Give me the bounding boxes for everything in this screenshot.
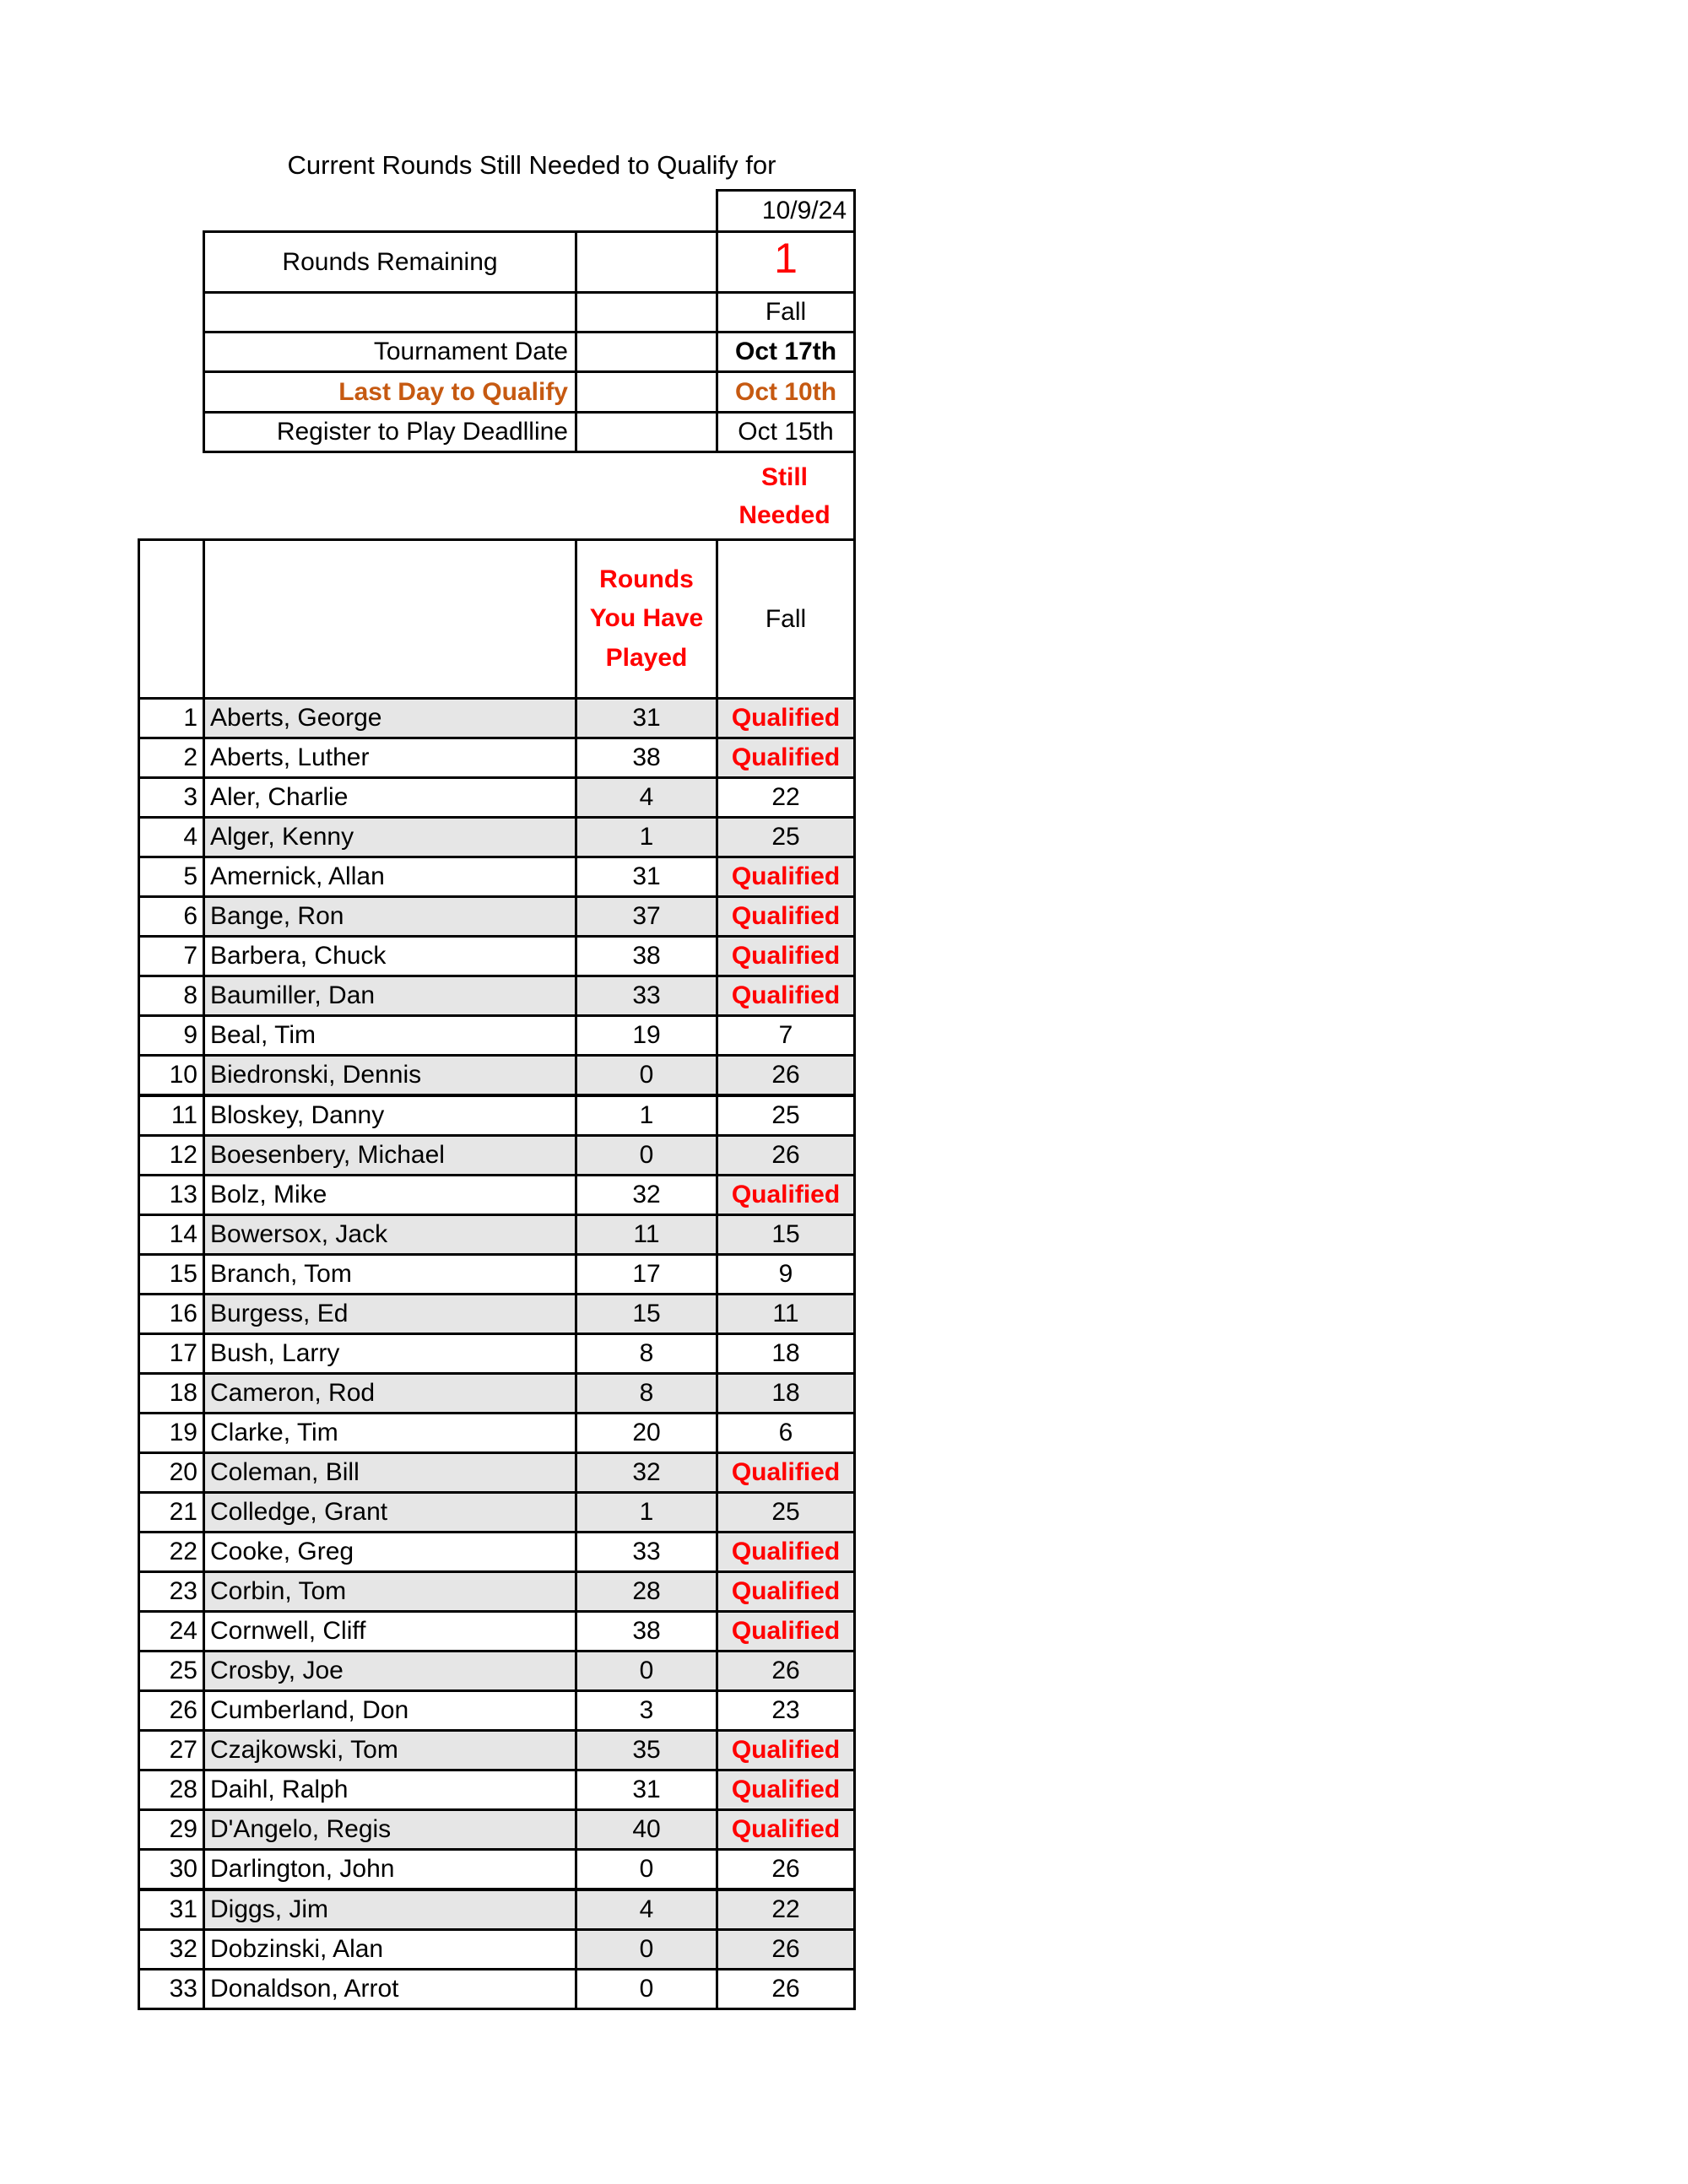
rounds-still-needed: Qualified bbox=[716, 1769, 856, 1811]
rounds-played: 8 bbox=[575, 1333, 718, 1375]
blank-cell bbox=[575, 411, 718, 453]
player-name: Daihl, Ralph bbox=[203, 1769, 577, 1811]
rounds-still-needed: Qualified bbox=[716, 975, 856, 1017]
player-name: Bolz, Mike bbox=[203, 1174, 577, 1216]
rounds-played: 0 bbox=[575, 1928, 718, 1970]
rounds-played: 1 bbox=[575, 816, 718, 858]
rounds-played: 1 bbox=[575, 1491, 718, 1533]
rounds-played: 0 bbox=[575, 1134, 718, 1176]
player-name: Corbin, Tom bbox=[203, 1570, 577, 1613]
rounds-played: 38 bbox=[575, 935, 718, 977]
rounds-still-needed: 11 bbox=[716, 1293, 856, 1335]
rounds-played: 4 bbox=[575, 1889, 718, 1931]
rounds-still-needed: Qualified bbox=[716, 1808, 856, 1851]
player-name: Bloskey, Danny bbox=[203, 1095, 577, 1137]
player-name: Colledge, Grant bbox=[203, 1491, 577, 1533]
rounds-played: 38 bbox=[575, 737, 718, 779]
rounds-played: 28 bbox=[575, 1570, 718, 1613]
blank-cell bbox=[575, 291, 718, 333]
player-name: Czajkowski, Tom bbox=[203, 1729, 577, 1771]
rounds-played: 1 bbox=[575, 1095, 718, 1137]
rounds-played: 37 bbox=[575, 895, 718, 938]
row-number: 19 bbox=[138, 1412, 205, 1454]
row-number: 23 bbox=[138, 1570, 205, 1613]
rounds-still-needed: 26 bbox=[716, 1134, 856, 1176]
register-deadline-label: Register to Play Deadlline bbox=[203, 411, 577, 453]
rounds-played: 31 bbox=[575, 1769, 718, 1811]
row-number: 32 bbox=[138, 1928, 205, 1970]
rounds-still-needed: 25 bbox=[716, 816, 856, 858]
blank-cell bbox=[575, 370, 718, 414]
rounds-played: 33 bbox=[575, 975, 718, 1017]
player-name: Clarke, Tim bbox=[203, 1412, 577, 1454]
rounds-still-needed: 18 bbox=[716, 1333, 856, 1375]
rounds-still-needed: Qualified bbox=[716, 1531, 856, 1573]
row-number: 21 bbox=[138, 1491, 205, 1533]
rounds-played: 31 bbox=[575, 697, 718, 739]
rounds-played: 32 bbox=[575, 1451, 718, 1494]
player-name: Cornwell, Cliff bbox=[203, 1610, 577, 1652]
player-name: Cumberland, Don bbox=[203, 1689, 577, 1732]
row-number: 6 bbox=[138, 895, 205, 938]
player-name: Diggs, Jim bbox=[203, 1889, 577, 1931]
row-number: 25 bbox=[138, 1650, 205, 1692]
player-name: Aberts, Luther bbox=[203, 737, 577, 779]
rounds-still-needed: Qualified bbox=[716, 856, 856, 898]
player-name: Dobzinski, Alan bbox=[203, 1928, 577, 1970]
player-name: Beal, Tim bbox=[203, 1014, 577, 1057]
rounds-still-needed: Qualified bbox=[716, 895, 856, 938]
player-name: Bush, Larry bbox=[203, 1333, 577, 1375]
row-number: 14 bbox=[138, 1214, 205, 1256]
rounds-still-needed: Qualified bbox=[716, 1451, 856, 1494]
rounds-played: 0 bbox=[575, 1650, 718, 1692]
row-number: 29 bbox=[138, 1808, 205, 1851]
row-number: 20 bbox=[138, 1451, 205, 1494]
player-name: Coleman, Bill bbox=[203, 1451, 577, 1494]
rounds-played: 15 bbox=[575, 1293, 718, 1335]
row-number: 22 bbox=[138, 1531, 205, 1573]
row-number: 15 bbox=[138, 1253, 205, 1295]
player-name: D'Angelo, Regis bbox=[203, 1808, 577, 1851]
player-name: Darlington, John bbox=[203, 1848, 577, 1890]
player-name: Alger, Kenny bbox=[203, 816, 577, 858]
rounds-still-needed: 6 bbox=[716, 1412, 856, 1454]
rounds-still-needed: 23 bbox=[716, 1689, 856, 1732]
player-name: Aler, Charlie bbox=[203, 776, 577, 819]
rounds-played: 20 bbox=[575, 1412, 718, 1454]
header-fall: Fall bbox=[716, 538, 856, 700]
rounds-still-needed: 26 bbox=[716, 1928, 856, 1970]
player-name: Cameron, Rod bbox=[203, 1372, 577, 1414]
row-number: 10 bbox=[138, 1054, 205, 1096]
row-number: 16 bbox=[138, 1293, 205, 1335]
row-number: 8 bbox=[138, 975, 205, 1017]
row-number: 17 bbox=[138, 1333, 205, 1375]
player-name: Barbera, Chuck bbox=[203, 935, 577, 977]
player-name: Amernick, Allan bbox=[203, 856, 577, 898]
row-number: 31 bbox=[138, 1889, 205, 1931]
row-number: 18 bbox=[138, 1372, 205, 1414]
register-deadline-value: Oct 15th bbox=[716, 411, 856, 453]
rounds-still-needed: Qualified bbox=[716, 1174, 856, 1216]
player-name: Branch, Tom bbox=[203, 1253, 577, 1295]
rounds-still-needed: 26 bbox=[716, 1848, 856, 1890]
rounds-played: 11 bbox=[575, 1214, 718, 1256]
player-name: Bowersox, Jack bbox=[203, 1214, 577, 1256]
blank-cell bbox=[203, 291, 577, 333]
season-label: Fall bbox=[716, 291, 856, 333]
rounds-still-needed: Qualified bbox=[716, 1729, 856, 1771]
player-name: Cooke, Greg bbox=[203, 1531, 577, 1573]
rounds-played: 33 bbox=[575, 1531, 718, 1573]
row-number: 13 bbox=[138, 1174, 205, 1216]
rounds-played: 0 bbox=[575, 1054, 718, 1096]
rounds-still-needed: 26 bbox=[716, 1054, 856, 1096]
row-number: 3 bbox=[138, 776, 205, 819]
header-name-cell bbox=[203, 538, 577, 700]
rounds-played: 17 bbox=[575, 1253, 718, 1295]
player-name: Donaldson, Arrot bbox=[203, 1968, 577, 2010]
row-number: 27 bbox=[138, 1729, 205, 1771]
player-name: Aberts, George bbox=[203, 697, 577, 739]
rounds-remaining-label: Rounds Remaining bbox=[203, 230, 577, 294]
header-rounds-played: Rounds You Have Played bbox=[575, 538, 718, 700]
rounds-played: 3 bbox=[575, 1689, 718, 1732]
rounds-played: 8 bbox=[575, 1372, 718, 1414]
header-number-cell bbox=[138, 538, 205, 700]
player-name: Burgess, Ed bbox=[203, 1293, 577, 1335]
rounds-still-needed: Qualified bbox=[716, 1570, 856, 1613]
blank-cell bbox=[575, 331, 718, 373]
tournament-date-label: Tournament Date bbox=[203, 331, 577, 373]
report-date: 10/9/24 bbox=[716, 189, 856, 233]
rounds-still-needed: Qualified bbox=[716, 935, 856, 977]
rounds-played: 19 bbox=[575, 1014, 718, 1057]
player-name: Crosby, Joe bbox=[203, 1650, 577, 1692]
row-number: 24 bbox=[138, 1610, 205, 1652]
page-title: Current Rounds Still Needed to Qualify for bbox=[287, 150, 776, 180]
rounds-played: 32 bbox=[575, 1174, 718, 1216]
rounds-played: 38 bbox=[575, 1610, 718, 1652]
rounds-still-needed: 26 bbox=[716, 1968, 856, 2010]
rounds-still-needed: 26 bbox=[716, 1650, 856, 1692]
rounds-still-needed: 18 bbox=[716, 1372, 856, 1414]
rounds-still-needed: 22 bbox=[716, 1889, 856, 1931]
row-number: 11 bbox=[138, 1095, 205, 1137]
still-needed-label: Still Needed bbox=[716, 451, 856, 541]
row-number: 4 bbox=[138, 816, 205, 858]
rounds-played: 0 bbox=[575, 1848, 718, 1890]
row-number: 7 bbox=[138, 935, 205, 977]
rounds-still-needed: 9 bbox=[716, 1253, 856, 1295]
tournament-date-value: Oct 17th bbox=[716, 331, 856, 373]
rounds-played: 0 bbox=[575, 1968, 718, 2010]
rounds-played: 4 bbox=[575, 776, 718, 819]
rounds-played: 40 bbox=[575, 1808, 718, 1851]
rounds-played: 31 bbox=[575, 856, 718, 898]
rounds-still-needed: 15 bbox=[716, 1214, 856, 1256]
row-number: 30 bbox=[138, 1848, 205, 1890]
rounds-still-needed: 22 bbox=[716, 776, 856, 819]
row-number: 26 bbox=[138, 1689, 205, 1732]
player-name: Baumiller, Dan bbox=[203, 975, 577, 1017]
row-number: 5 bbox=[138, 856, 205, 898]
rounds-still-needed: Qualified bbox=[716, 737, 856, 779]
row-number: 2 bbox=[138, 737, 205, 779]
player-name: Bange, Ron bbox=[203, 895, 577, 938]
rounds-still-needed: 25 bbox=[716, 1095, 856, 1137]
row-number: 9 bbox=[138, 1014, 205, 1057]
rounds-played: 35 bbox=[575, 1729, 718, 1771]
player-name: Boesenbery, Michael bbox=[203, 1134, 577, 1176]
blank-cell bbox=[575, 230, 718, 294]
rounds-still-needed: Qualified bbox=[716, 1610, 856, 1652]
row-number: 28 bbox=[138, 1769, 205, 1811]
rounds-still-needed: Qualified bbox=[716, 697, 856, 739]
rounds-still-needed: 25 bbox=[716, 1491, 856, 1533]
rounds-remaining-value: 1 bbox=[716, 230, 856, 294]
last-day-label: Last Day to Qualify bbox=[203, 370, 577, 414]
row-number: 33 bbox=[138, 1968, 205, 2010]
rounds-still-needed: 7 bbox=[716, 1014, 856, 1057]
last-day-value: Oct 10th bbox=[716, 370, 856, 414]
row-number: 1 bbox=[138, 697, 205, 739]
row-number: 12 bbox=[138, 1134, 205, 1176]
player-name: Biedronski, Dennis bbox=[203, 1054, 577, 1096]
